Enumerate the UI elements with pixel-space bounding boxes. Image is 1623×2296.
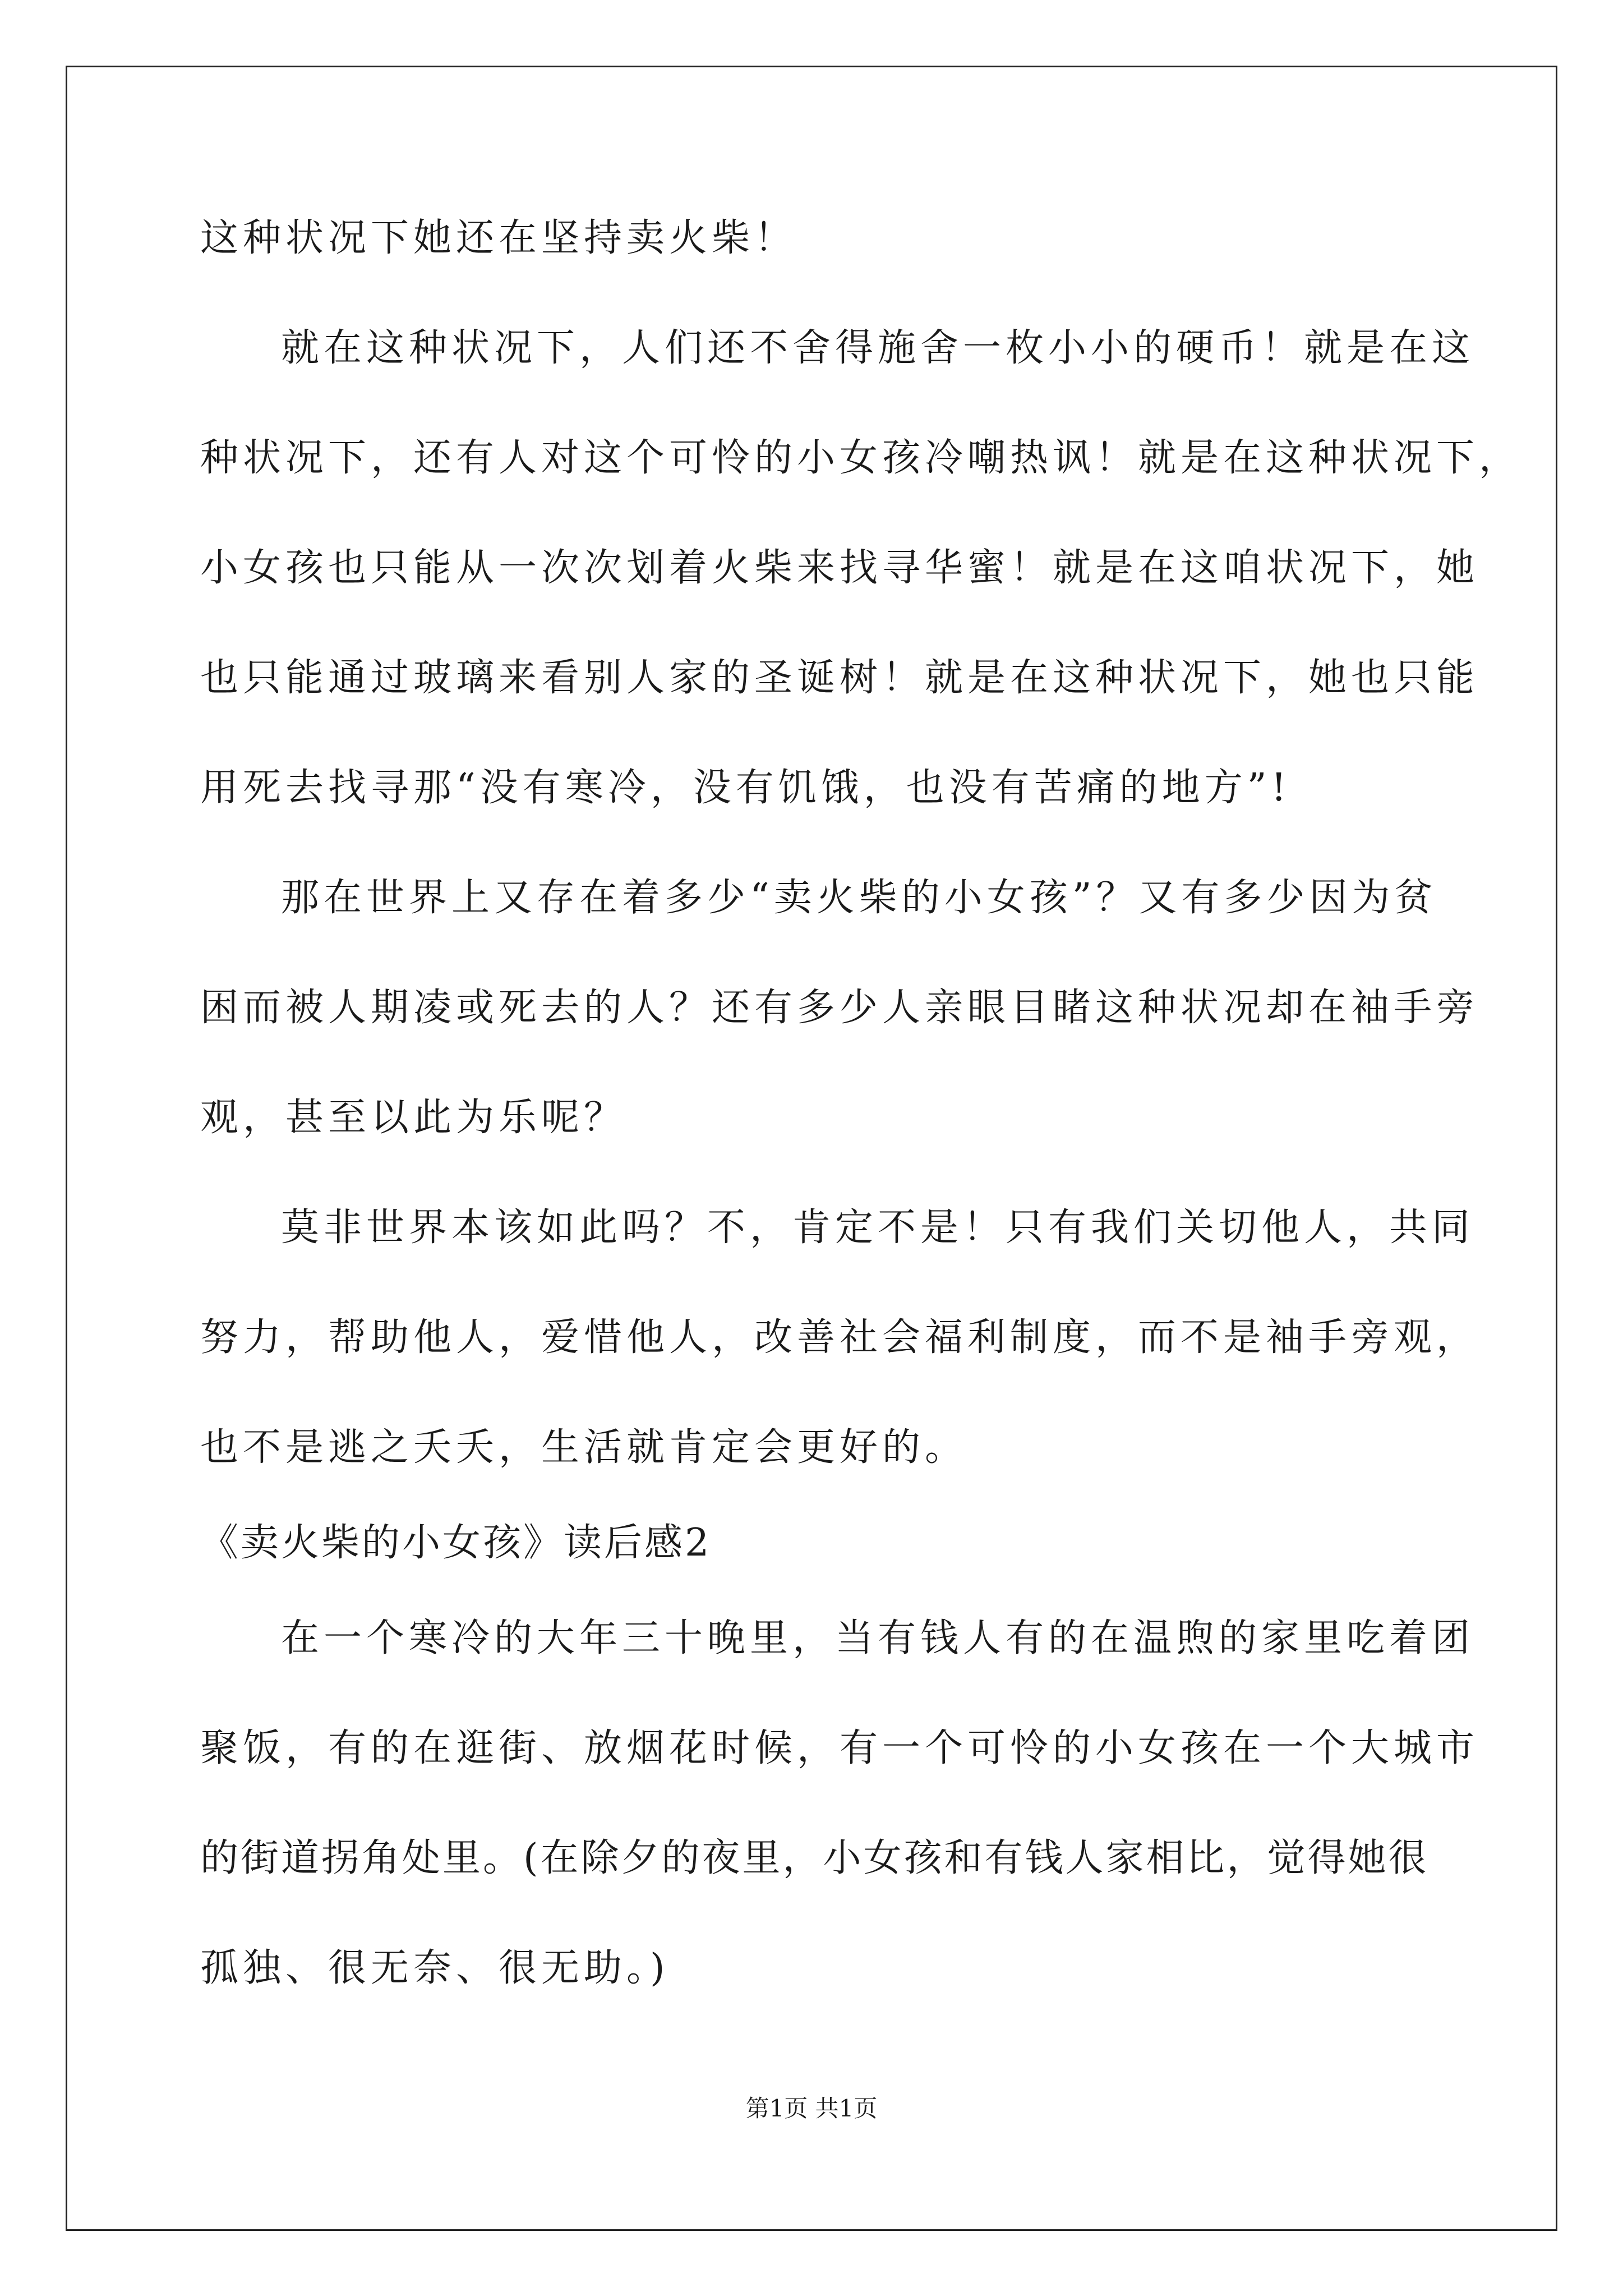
text-line: 困而被人期凌或死去的人？还有多少人亲眼目睹这种状况却在袖手旁	[200, 986, 1479, 1030]
text-line: 小女孩也只能从一次次划着火柴来找寻华蜜！就是在这咱状况下，她	[200, 546, 1479, 590]
page-number-footer: 第1页 共1页	[745, 2095, 878, 2122]
text-line: 聚饭，有的在逛街、放烟花时候，有一个可怜的小女孩在一个大城市	[200, 1726, 1479, 1770]
text-line: 观，甚至以此为乐呢？	[200, 1096, 627, 1140]
paragraph-start-line: 莫非世界本该如此吗？不，肯定不是！只有我们关切他人，共同	[281, 1205, 1475, 1250]
text-line: 这种状况下她还在坚持卖火柴！	[200, 216, 797, 260]
paragraph-start-line: 那在世界上又存在着多少“卖火柴的小女孩”？又有多少因为贫	[281, 876, 1437, 920]
paragraph-start-line: 在一个寒冷的大年三十晚里，当有钱人有的在温煦的家里吃着团	[281, 1616, 1475, 1660]
paragraph-start-line: 就在这种状况下，人们还不舍得施舍一枚小小的硬币！就是在这	[281, 326, 1475, 370]
text-line: 孤独、很无奈、很无助。)	[200, 1946, 670, 1990]
text-line: 用死去找寻那“没有寒冷，没有饥饿，也没有苦痛的地方”!	[200, 766, 1291, 810]
text-line: 也只能通过玻璃来看别人家的圣诞树！就是在这种状况下，她也只能	[200, 656, 1479, 700]
text-line: 种状况下，还有人对这个可怜的小女孩冷嘲热讽！就是在这种状况下，	[200, 436, 1522, 480]
text-line: 的街道拐角处里。(在除夕的夜里，小女孩和有钱人家相比，觉得她很	[200, 1836, 1429, 1880]
text-line: 也不是逃之夭夭，生活就肯定会更好的。	[200, 1425, 968, 1470]
page-border	[66, 66, 1557, 2231]
text-line: 努力，帮助他人，爱惜他人，改善社会福利制度，而不是袖手旁观，	[200, 1315, 1479, 1360]
section-heading: 《卖火柴的小女孩》读后感2	[200, 1521, 712, 1565]
